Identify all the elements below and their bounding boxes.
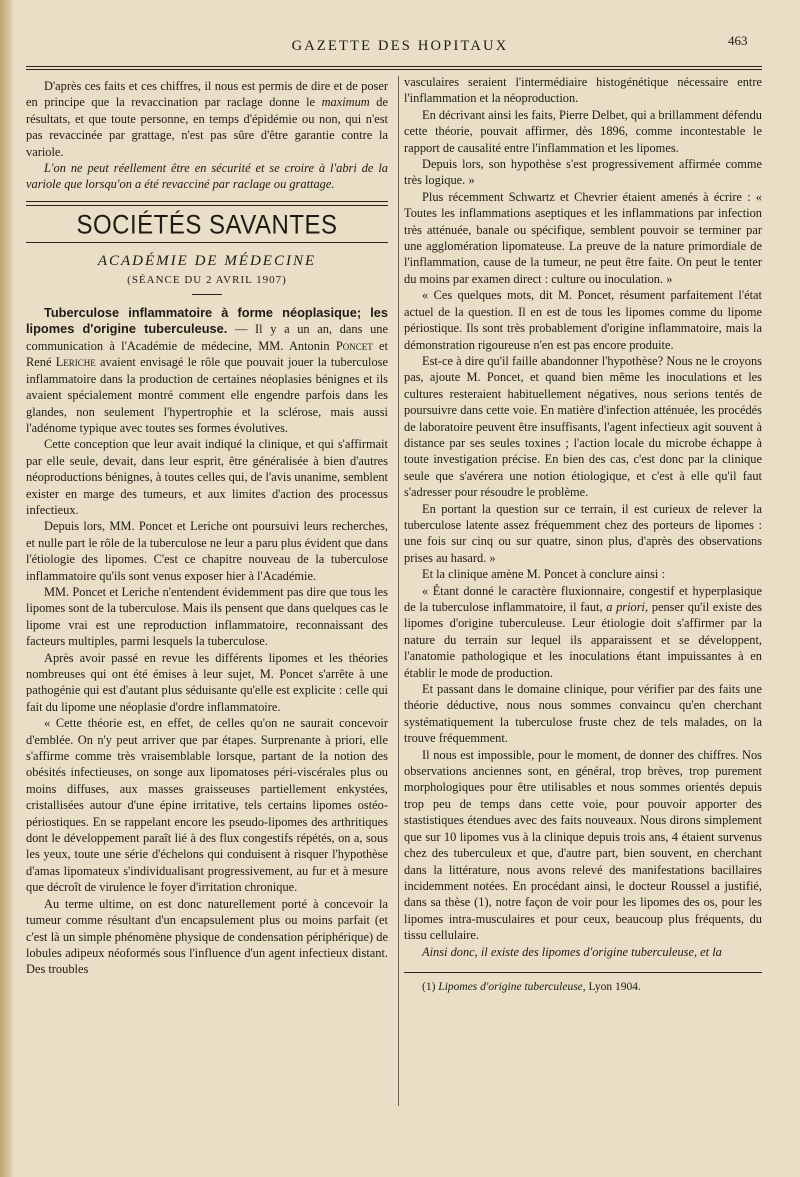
paragraph: D'après ces faits et ces chiffres, il nous est permis de dire et de poser en principe que la revaccination par raclage donne le maximum de résultats, et que toute personne, en temps d'épidémie ou non, qui n'est pas revaccinée par grattage, n'est pas sûre d'être garantie contre la variole. — [26, 79, 389, 159]
paragraph: Depuis lors, son hypothèse s'est progressivement affirmée comme très logique. » — [404, 157, 762, 188]
page-edge — [0, 0, 14, 1177]
paragraph: Ainsi donc, il existe des lipomes d'origine tuberculeuse, et la — [422, 944, 722, 959]
paragraph: Plus récemment Schwartz et Chevrier étaient amenés à écrire : « Toutes les inflammations aseptiques et les inflammations par infection très atténuée, banale ou spécifique, semblent pouvoir se terminer par une agglomération lipomateuse. La preuve de la nature primordiale de l'inflammation, cause de la tumeur, ne peut être faite. On peut le tenter du moins par examen direct : culture ou inoculation. » — [404, 189, 762, 286]
paragraph: Et la clinique amène M. Poncet à conclure ainsi : — [422, 567, 665, 582]
column-separator — [398, 76, 399, 1106]
paragraph: « Ces quelques mots, dit M. Poncet, résument parfaitement l'état actuel de la question. Il en est de tous les lipomes comme du lipome périostique. Ils sont très probablement d'origine inflammatoire, mais la démonstration rigoureuse n'en est pas encore produite. — [404, 288, 762, 352]
paragraph: Et passant dans le domaine clinique, pour vérifier par des faits une théorie déductive, nous nous sommes convaincu qu'en cherchant systématiquement la tuberculose fruste chez de tels malades, on la trouve fréquemment. — [404, 682, 762, 746]
paragraph: « Étant donné le caractère fluxionnaire, congestif et hyperplasique de la tuberculose inflammatoire, il faut, a priori, penser qu'il existe des lipomes d'origine tuberculeuse. Leur étiologie doit s'affirmer par la nature du terrain sur lequel ils apparaissent et se développent, l'anatomie pathologique et les inoculations étant impuissantes à en établir le mode de production. — [404, 583, 762, 680]
header-rule — [26, 66, 762, 67]
right-column — [404, 74, 762, 995]
paragraph: En décrivant ainsi les faits, Pierre Delbet, qui a brillamment défendu cette théorie, pouvait affirmer, dès 1896, comme incontestable le rapport de causalité entre l'inflammation et les lipomes. — [404, 107, 762, 155]
section-title-rule — [26, 242, 388, 243]
section-divider — [26, 201, 388, 206]
running-header: GAZETTE DES HOPITAUX — [291, 38, 509, 54]
footnote-rule — [404, 972, 762, 973]
header-rule-second — [26, 69, 762, 70]
paragraph: Au terme ultime, on est donc naturellement porté à concevoir la tumeur comme résultant d'un encapsulement plus ou moins parfait (et c'est là un simple phénomène physique de condensation périphérique) de lobules adipeux néoformés sous l'influence d'un agent infectieux distant. Des troubles — [26, 896, 388, 977]
paragraph: Il nous est impossible, pour le moment, de donner des chiffres. Nos observations anciennes sont, en général, trop brèves, trop purement morphologiques pour être utilisables et nous sommes orientés depuis trop peu de temps dans cette voie, pour pouvoir apporter des stastistiques étendues avec des faits nouveaux. Nous dirons simplement que sur 10 lipomes vus à la clinique depuis trois ans, 4 étaient survenus chez des tuberculeux et que, d'autre part, bien souvent, en cherchant dans la littérature, nous avons relevé des manifestations bacillaires incidemment notées. En procédant ainsi, le docteur Roussel a justifié, dans sa thèse (1), notre façon de voir pour les lipomes des os, pour les lipomes intra-musculaires et pour ceux, beaucoup plus fréquents, du tissu cellulaire. — [404, 747, 762, 943]
paragraph: Après avoir passé en revue les différents lipomes et les théories nombreuses qui ont été émises à leur sujet, M. Poncet s'arrête à une pathogénie qui est d'autant plus séduisante qu'elle est explicite : celle qui fait du lipome une néoplasie d'ordre inflammatoire. — [26, 650, 388, 714]
paragraph: « Cette théorie est, en effet, de celles qu'on ne saurait concevoir d'emblée. On n'y peut arriver que par étapes. Surprenante à priori, elle s'affirme comme très vraisemblable lorsque, partant de la notion des obésités infectieuses, on songe aux lipomatoses péri-viscérales plus ou moins diffuses, aux masses graisseuses partiellement enkystées, cristallisées autour d'une épine irritative, tels certains lipomes ostéo-périostiques. En se rappelant encore les pseudo-lipomes des arthritiques dont le développement paraît lié à des flux congestifs répétés, on a, sous les yeux, toute une série d'échelons qui conduisent à risquer l'hypothèse d'amas lipomateux s'individualisant progressivement, au fur et à mesure que décroît de virulence le foyer d'irritation chronique. — [26, 716, 388, 895]
page-number: 463 — [728, 33, 748, 48]
session-date: (SÉANCE DU 2 AVRIL 1907) — [127, 273, 287, 286]
short-divider — [192, 294, 222, 295]
paragraph: En portant la question sur ce terrain, il est curieux de relever la tuberculose latente assez fréquemment chez des porteurs de lipomes : une fois sur cinq ou sur quatre, sinon plus, d'après des observations prises au hasard. » — [404, 501, 762, 565]
left-column — [26, 78, 388, 978]
academy-heading: ACADÉMIE DE MÉDECINE — [97, 253, 317, 270]
paragraph: Depuis lors, MM. Poncet et Leriche ont poursuivi leurs recherches, et nulle part le rôle de la tuberculose ne leur a paru plus évident que dans l'étiologie des lipomes. C'est ce chapitre nouveau de la tuberculose inflammatoire qu'ils sont venus exposer hier à l'Académie. — [26, 519, 388, 583]
footnote: (1) Lipomes d'origine tuberculeuse, Lyon 1904. — [422, 980, 641, 993]
article-intro: Tuberculose inflammatoire à forme néoplasique; les lipomes d'origine tuberculeuse. — Il y a un an, dans une communication à l'Académie de médecine, MM. Antonin Poncet et René Leriche avaient envisagé le rôle que pouvait jouer la tuberculose inflammatoire dans la production de certaines néoplasies bénignes et ils avaient spécialement montré comment elle engendre parfois dans les glandes, non seulement l'hypertrophie et la sclérose, mais aussi l'adénome typique avec toutes ses formes évolutives. — [26, 305, 389, 435]
section-title: SOCIÉTÉS SAVANTES — [76, 210, 338, 241]
paragraph: vasculaires seraient l'intermédiaire histogénétique nécessaire entre l'inflammation et la néoproduction. — [404, 75, 762, 106]
italic-conclusion: L'on ne peut réellement être en sécurité et se croire à l'abri de la variole que lorsqu'on a été revacciné par raclage ou grattage. — [26, 161, 388, 192]
article-title: Tuberculose inflammatoire à forme néoplasique; les lipomes d'origine tuberculeuse. — [26, 305, 388, 337]
paragraph: Cette conception que leur avait indiqué la clinique, et qui s'affirmait par elle seule, devait, dans leur esprit, être généralisée à bien d'autres néoproductions bénignes, à toutes celles qui, de l'avis unanime, semblent exister en marge des tumeurs, et aux limites d'action des processus infectieux. — [26, 437, 388, 517]
paragraph: Est-ce à dire qu'il faille abandonner l'hypothèse? Nous ne le croyons pas, ajoute M. Poncet, et quand bien même les inoculations et les cultures resteraient habituellement négatives, nous serions tentés de poursuivre dans cette voie. En matière d'infection atténuée, les procédés de laboratoire peuvent être insuffisants, l'agent infectieux agit souvent à distance par ses seules toxines ; l'action locale du microbe échappe à toute investigation précise. En bien des cas, c'est donc par la clinique seule que s'avérera une notion étiologique, et c'est à elle qu'il faut s'adresser pour résoudre le problème. — [404, 353, 762, 500]
paragraph: MM. Poncet et Leriche n'entendent évidemment pas dire que tous les lipomes sont de la tuberculose. Mais ils pensent que dans quelques cas le lipome vrai est une reproduction inflammatoire, reconnaissant des facteurs multiples, parmi lesquels la tuberculose. — [26, 584, 388, 649]
